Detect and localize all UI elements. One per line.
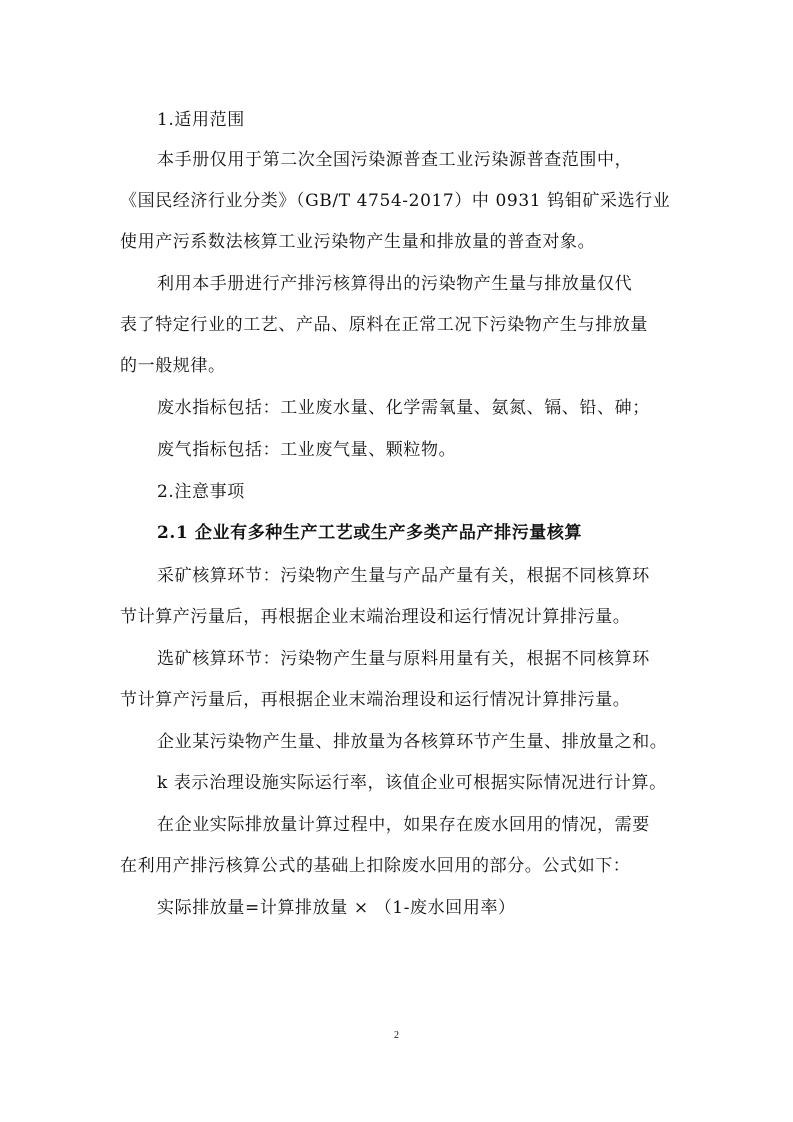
- paragraph-line: 本手册仅用于第二次全国污染源普查工业污染源普查范围中，: [157, 150, 633, 170]
- formula-line: 实际排放量=计算排放量 × （1-废水回用率）: [157, 898, 516, 918]
- paragraph-line: k 表示治理设施实际运行率，该值企业可根据实际情况进行计算。: [157, 773, 667, 793]
- section-1-heading: 1.适用范围: [157, 110, 245, 130]
- paragraph-line: 利用本手册进行产排污核算得出的污染物产生量与排放量仅代: [157, 274, 633, 294]
- paragraph-line: 节计算产污量后，再根据企业末端治理设和运行情况计算排污量。: [120, 607, 631, 627]
- paragraph-line: 在利用产排污核算公式的基础上扣除废水回用的部分。公式如下：: [120, 856, 631, 876]
- paragraph-line: 在企业实际排放量计算过程中，如果存在废水回用的情况，需要: [157, 815, 650, 835]
- paragraph-line: 废气指标包括：工业废气量、颗粒物。: [157, 440, 457, 460]
- paragraph-line: 的一般规律。: [120, 356, 226, 376]
- paragraph-line: 废水指标包括：工业废水量、化学需氧量、氨氮、镉、铅、砷；: [157, 398, 650, 418]
- paragraph-line: 《国民经济行业分类》（GB/T 4754-2017）中 0931 钨钼矿采选行业: [120, 191, 671, 211]
- paragraph-line: 选矿核算环节：污染物产生量与原料用量有关，根据不同核算环: [157, 649, 650, 669]
- paragraph-line: 使用产污系数法核算工业污染物产生量和排放量的普查对象。: [120, 232, 596, 252]
- page-number: 2: [394, 1030, 399, 1041]
- section-2-1-subheading: 2.1 企业有多种生产工艺或生产多类产品产排污量核算: [157, 523, 583, 543]
- paragraph-line: 节计算产污量后，再根据企业末端治理设和运行情况计算排污量。: [120, 690, 631, 710]
- paragraph-line: 表了特定行业的工艺、产品、原料在正常工况下污染物产生与排放量: [120, 315, 648, 335]
- paragraph-line: 企业某污染物产生量、排放量为各核算环节产生量、排放量之和。: [157, 732, 668, 752]
- paragraph-line: 采矿核算环节：污染物产生量与产品产量有关，根据不同核算环: [157, 566, 650, 586]
- section-2-heading: 2.注意事项: [157, 482, 245, 502]
